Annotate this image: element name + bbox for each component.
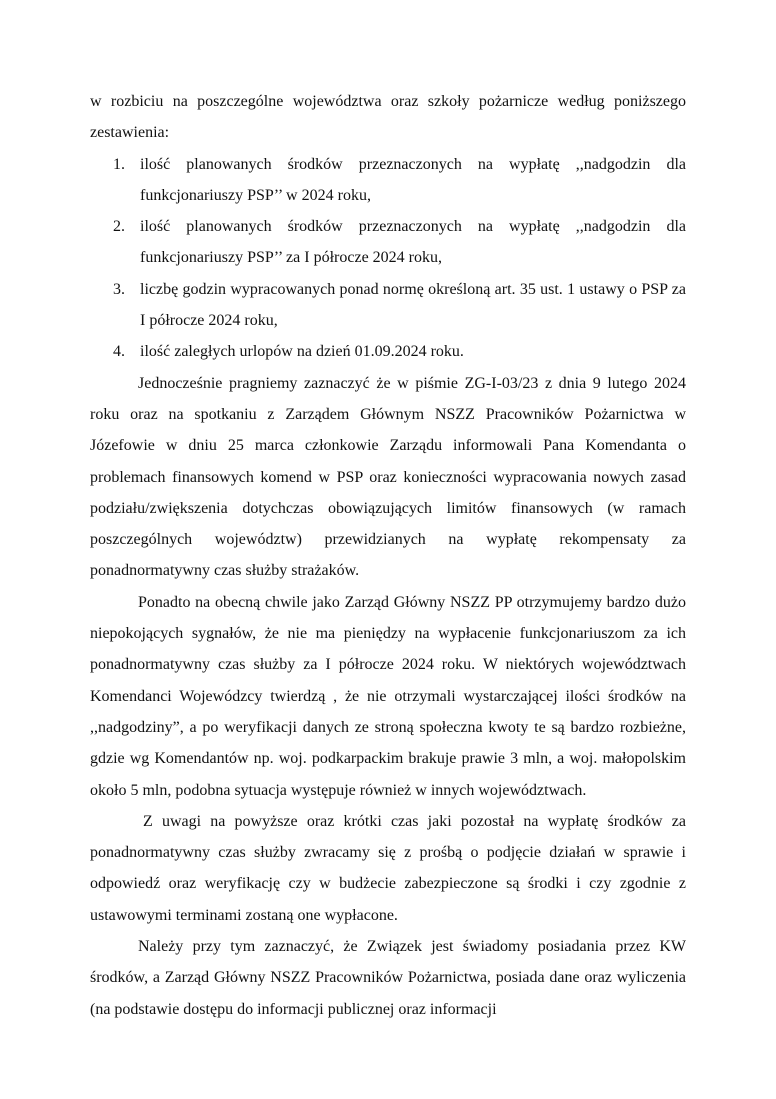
- list-item-text: ilość planowanych środków przeznaczonych na wypłatę ,,nadgodzin dla funkcjonariuszy PSP’’ za I półrocze 2024 roku,: [140, 218, 686, 267]
- body-paragraph-signals: Ponadto na obecną chwile jako Zarząd Główny NSZZ PP otrzymujemy bardzo dużo niepokojących sygnałów, że nie ma pieniędzy na wypłacenie funkcjonariuszom za ich ponadnormatywny czas służby za I półrocze 2024 roku. W niektórych województwach Komendanci Wojewódzcy twierdzą , że nie otrzymali wystarczającej ilości środków na ,,nadgodziny”, a po weryfikacji danych ze stroną społeczna kwoty te są bardzo rozbieżne, gdzie wg Komendantów np. woj. podkarpackim brakuje prawie 3 mln, a woj. małopolskim około 5 mln, podobna sytuacja występuje również w innych województwach.: [90, 593, 686, 799]
- intro-paragraph: w rozbiciu na poszczególne województwa oraz szkoły pożarnicze według poniższego zestawienia:: [90, 93, 686, 142]
- list-item-text: liczbę godzin wypracowanych ponad normę określoną art. 35 ust. 1 ustawy o PSP za I półrocze 2024 roku,: [140, 280, 686, 330]
- body-paragraph-request: Z uwagi na powyższe oraz krótki czas jaki pozostał na wypłatę środków za ponadnormatywny czas służby zwracamy się z prośbą o podjęcie działań w sprawie i odpowiedź oraz weryfikację czy w budżecie zabezpieczone są środki i czy zgodnie z ustawowymi terminami zostaną one wypłacone.: [90, 812, 686, 924]
- list-item: [113, 336, 686, 367]
- body-paragraph-union-data: Należy przy tym zaznaczyć, że Związek jest świadomy posiadania przez KW środków, a Zarząd Główny NSZZ Pracowników Pożarnictwa, posiada dane oraz wyliczenia (na podstawie dostępu do informacji publicznej oraz informacji: [90, 938, 686, 1018]
- list-item-number: 4.: [113, 343, 125, 361]
- list-item-text: ilość planowanych środków przeznaczonych na wypłatę ,,nadgodzin dla funkcjonariuszy PSP’’ w 2024 roku,: [140, 155, 686, 204]
- document-page: [90, 86, 686, 1025]
- list-item: [113, 149, 686, 212]
- list-item: [113, 274, 686, 337]
- requested-data-list: [90, 149, 686, 368]
- list-item-number: 2.: [113, 218, 125, 236]
- list-item: [113, 211, 686, 274]
- body-paragraph-previous-letter: Jednocześnie pragniemy zaznaczyć że w piśmie ZG-I-03/23 z dnia 9 lutego 2024 roku oraz na spotkaniu z Zarządem Głównym NSZZ Pracowników Pożarnictwa w Józefowie w dniu 25 marca członkowie Zarządu informowali Pana Komendanta o problemach finansowych komend w PSP oraz konieczności wypracowania nowych zasad podziału/zwiększenia dotychczas obowiązujących limitów finansowych (w ramach poszczególnych województw) przewidzianych na wypłatę rekompensaty za ponadnormatywny czas służby strażaków.: [90, 374, 686, 580]
- list-item-text: ilość zaległych urlopów na dzień 01.09.2024 roku.: [140, 343, 464, 361]
- list-item-number: 3.: [113, 280, 125, 298]
- list-item-number: 1.: [113, 155, 125, 173]
